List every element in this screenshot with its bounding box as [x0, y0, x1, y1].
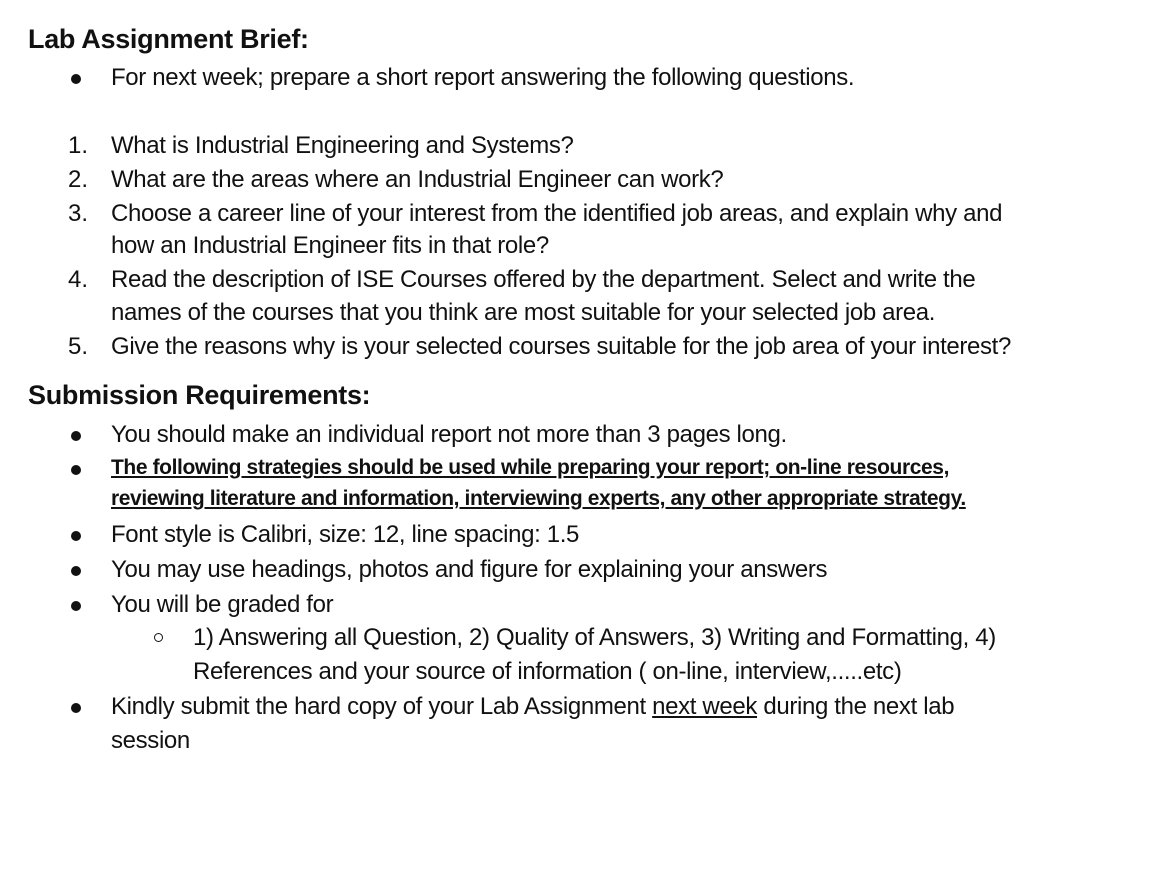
circle-bullet-icon — [154, 633, 163, 642]
bullet-icon — [71, 74, 81, 84]
question-number: 2. — [68, 166, 89, 193]
question-text: how an Industrial Engineer fits in that role? — [111, 232, 549, 259]
final-requirement-text — [111, 693, 954, 721]
final-requirement-text: session — [111, 727, 190, 754]
question-text: names of the courses that you think are most suitable for your selected job area. — [111, 299, 936, 326]
requirement-strategies-text: reviewing literature and information, interviewing experts, any other appropriate strategy. — [111, 487, 966, 510]
grading-criteria-text: 1) Answering all Question, 2) Quality of Answers, 3) Writing and Formatting, 4) — [193, 624, 996, 651]
requirement-text: You should make an individual report not more than 3 pages long. — [111, 421, 787, 448]
submission-heading: Submission Requirements: — [28, 380, 371, 410]
question-text: What is Industrial Engineering and Systems? — [111, 132, 574, 159]
question-text: Read the description of ISE Courses offered by the department. Select and write the — [111, 266, 976, 293]
final-text-after: during the next lab — [757, 693, 955, 720]
bullet-icon — [71, 601, 81, 611]
question-number: 5. — [68, 333, 89, 360]
bullet-icon — [71, 703, 81, 713]
next-week-underlined: next week — [652, 693, 758, 720]
bullet-icon — [71, 431, 81, 441]
question-text: What are the areas where an Industrial Engineer can work? — [111, 166, 724, 193]
question-number: 1. — [68, 132, 89, 159]
brief-heading: Lab Assignment Brief: — [28, 24, 309, 54]
bullet-icon — [71, 531, 81, 541]
question-number: 4. — [68, 266, 89, 293]
question-number: 3. — [68, 200, 89, 227]
question-text: Choose a career line of your interest from the identified job areas, and explain why and — [111, 200, 1003, 227]
requirement-text: Font style is Calibri, size: 12, line spacing: 1.5 — [111, 521, 580, 548]
grading-criteria-text: References and your source of information ( on-line, interview,.....etc) — [193, 658, 902, 685]
bullet-icon — [71, 465, 81, 475]
requirement-text: You will be graded for — [111, 591, 334, 618]
requirement-text: You may use headings, photos and figure for explaining your answers — [111, 556, 828, 583]
brief-intro: For next week; prepare a short report answering the following questions. — [111, 64, 855, 91]
question-text: Give the reasons why is your selected courses suitable for the job area of your interest? — [111, 333, 1011, 360]
requirement-strategies-text: The following strategies should be used while preparing your report; on-line resources, — [111, 456, 950, 479]
bullet-icon — [71, 566, 81, 576]
final-text-before: Kindly submit the hard copy of your Lab Assignment — [111, 693, 653, 720]
